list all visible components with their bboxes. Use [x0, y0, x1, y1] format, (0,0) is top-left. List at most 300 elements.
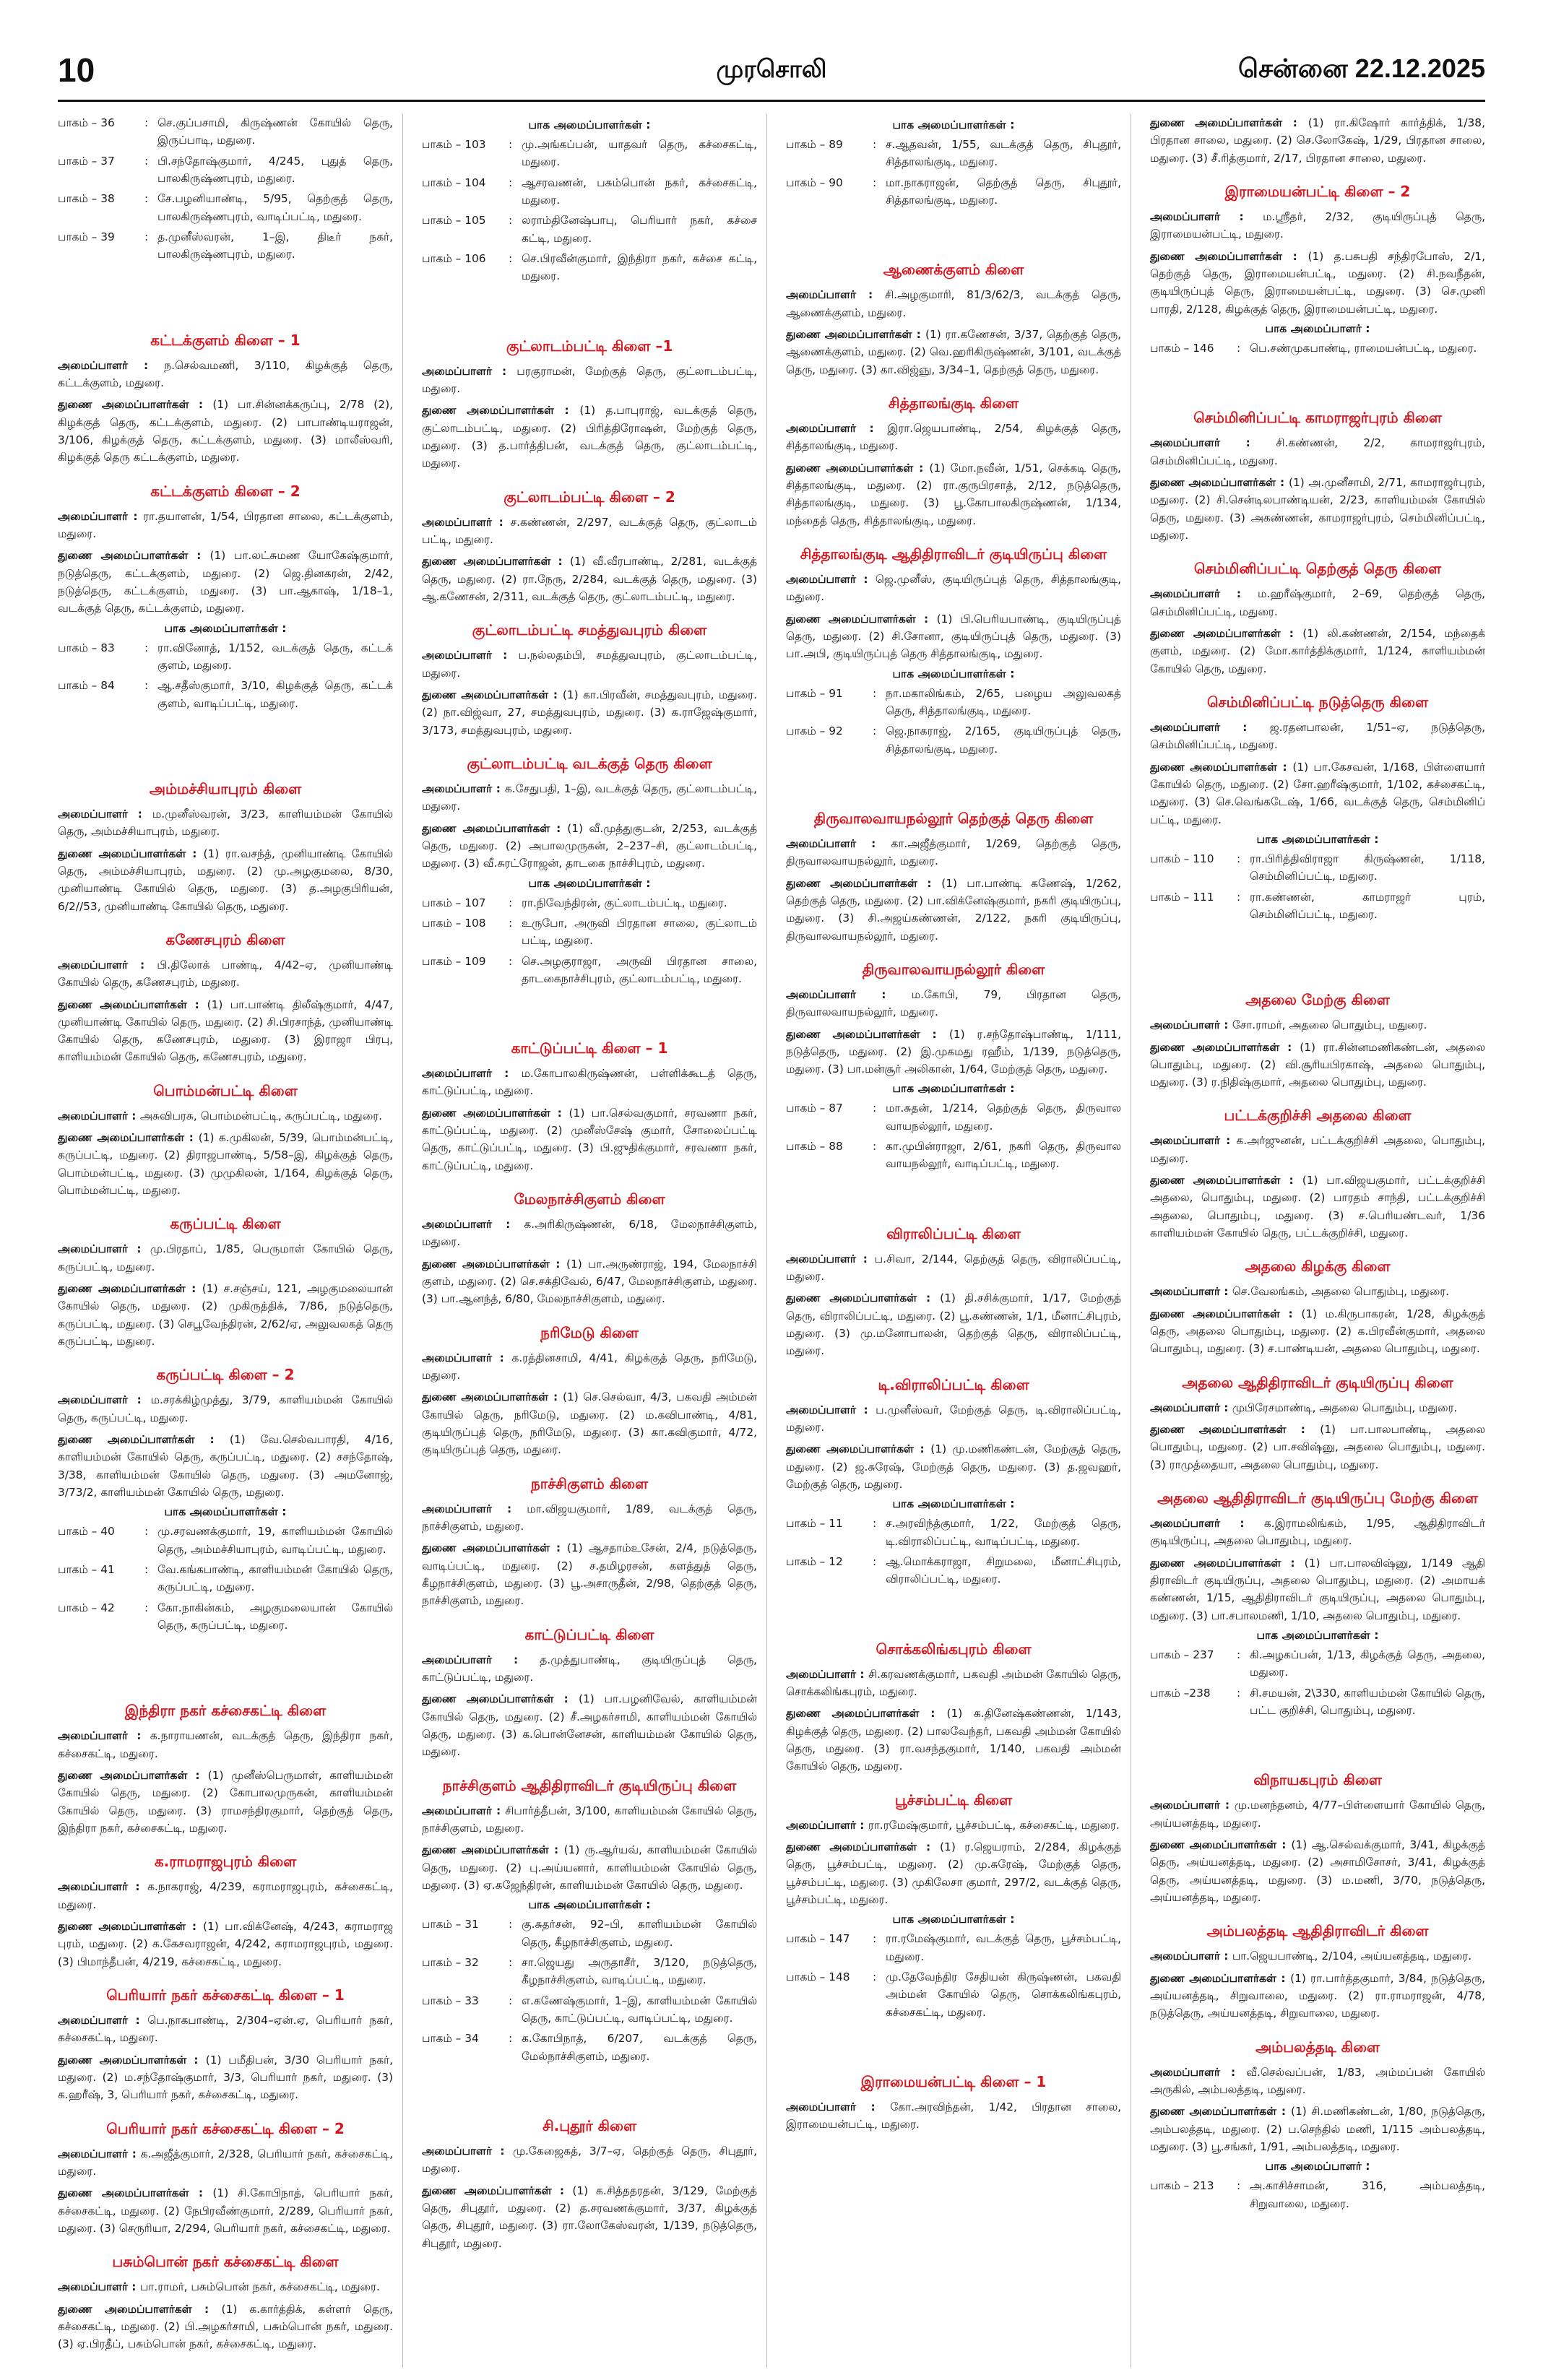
- booth-row: [58, 677, 393, 712]
- branch-block: [1150, 991, 1485, 1091]
- organizer-entry: [786, 1817, 1121, 1834]
- booth-organizer: த.முனீஸ்வரன், 1–இ, திடீர் நகர், பாலகிருஷ்ணபுரம், மதுரை.: [157, 230, 393, 261]
- organizer-text: க.அஜீத்குமார், 2/328, பெரியார் நகர், கச்சைகட்டி, மதுரை.: [58, 2147, 393, 2178]
- deputies-label: துணை அமைப்பாளர்கள் :: [1150, 249, 1308, 263]
- booth-organizer: பெ.சண்முகபாண்டி, ராமையன்பட்டி, மதுரை.: [1250, 341, 1477, 355]
- spacer: [786, 1189, 1121, 1215]
- deputies-text: (1) செ.செல்வா, 4/3, பகவதி அம்மன் கோயில் தெரு, நரிமேடு, மதுரை. (2) ம.கவிபாண்டி, 4/81, குடியிருப்புத் தெரு, நரிமேடு, மதுரை. (3) கா.கவிகுமார், 4/72, குடியிருப்புத் தெரு, மதுரை.: [422, 1390, 757, 1457]
- deputies-text: (1) க.முகிலன், 5/39, பொம்மன்பட்டி, கருப்பட்டி, மதுரை. (2) திராஜபாண்டி, 5/58–இ, கிழக்குத் தெரு, பொம்மன்பட்டி, மதுரை. (3) முமுகிலன், 1/164, கிழக்குத் தெரு, பொம்மன்பட்டி, மதுரை.: [58, 1131, 393, 1198]
- booth-organizer: சா.ஜெயது அருதாசீர், 3/120, நடுத்தெரு, கீழநாச்சிகுளம், வாடிப்பட்டி, மதுரை.: [522, 1955, 757, 1987]
- branch-block: [1150, 1489, 1485, 1719]
- organizer-label: அமைப்பாளர் :: [786, 1818, 868, 1832]
- organizer-entry: [786, 1666, 1121, 1701]
- booth-number: பாகம் – 39: [58, 230, 115, 243]
- branch-title: காட்டுப்பட்டி கிளை: [524, 1625, 654, 1643]
- organizer-text: கா.அஜீத்குமார், 1/269, தெற்குத் தெரு, திருவாலவாயநல்லூர், மதுரை.: [786, 836, 1121, 868]
- deputies-text: (1) ச.சஞ்சய், 121, அழகுமலையான் கோயில் தெரு, மதுரை. (2) முகிருத்திக், 7/86, நடுத்தெரு, கருப்பட்டி, மதுரை. (3) செபூவேந்திரன், 2/62/ஏ, அலுவலகத் தெரு கருப்பட்டி, மதுரை.: [58, 1282, 393, 1349]
- branch-title: பொம்மன்பட்டி கிளை: [153, 1081, 298, 1099]
- booth-colon: :: [144, 1563, 149, 1577]
- branch-block: [422, 1039, 757, 1174]
- organizer-label: அமைப்பாளர் :: [1150, 587, 1258, 601]
- booth-row: [58, 190, 393, 225]
- organizer-text: ம.கோபாலகிருஷ்ணன், பள்ளிக்கூடத் தெரு, காட்டுப்பட்டி, மதுரை.: [422, 1067, 757, 1098]
- booth-row: [786, 1138, 1121, 1173]
- branch-block: [1150, 1258, 1485, 1357]
- deputies-text: (1) பா.விஜயகுமார், பட்டக்குறிச்சி அதலை, பொதும்பு, மதுரை. (2) பாரதம் சாந்தி, பட்டக்குறிச்சி அதலை, பொதும்பு, மதுரை. (3) ச.பெரியண்டவர், 1/36 காளியம்மன் கோயில் தெரு, பட்டக்குறிச்சி, மதுரை.: [1150, 1174, 1485, 1240]
- booth-number: பாகம் – 108: [422, 916, 486, 930]
- deputies-label: துணை அமைப்பாளர்கள் :: [786, 1027, 949, 1041]
- deputies-label: துணை அமைப்பாளர்கள் :: [58, 398, 213, 412]
- organizer-label: அமைப்பாளர் :: [786, 1252, 875, 1265]
- branch-block: [58, 114, 393, 264]
- booth-organizer: கோ.நாகின்கம், அழகுமலையான் கோயில் தெரு, கருப்பட்டி, மதுரை.: [157, 1601, 393, 1632]
- booth-colon: :: [873, 1517, 877, 1531]
- organizer-label: அமைப்பாளர் :: [786, 836, 891, 850]
- deputies-label: துணை அமைப்பாளர்கள் :: [422, 2184, 573, 2197]
- organizer-text: இரா.ஜெயபாண்டி, 2/54, கிழக்குத் தெரு, சித்தாலங்குடி, மதுரை.: [786, 421, 1121, 453]
- branch-title: அதலை ஆதிதிராவிடர் குடியிருப்பு மேற்கு கிளை: [1157, 1489, 1478, 1507]
- organizer-label: அமைப்பாளர் :: [58, 2280, 140, 2294]
- booth-colon: :: [509, 1955, 513, 1969]
- deputies-entry: [1150, 474, 1485, 544]
- branch-title: விநாயகபுரம் கிளை: [1253, 1771, 1382, 1789]
- deputies-entry: [58, 547, 393, 617]
- branch-title: கட்டக்குளம் கிளை – 2: [150, 482, 301, 500]
- organizer-label: அமைப்பாளர் :: [58, 1242, 150, 1256]
- organizer-text: பா.ராமர், பசும்பொன் நகர், கச்சைகட்டி, மதுரை.: [139, 2280, 380, 2294]
- organizer-label: அமைப்பாளர் :: [58, 509, 143, 523]
- organizer-label: அமைப்பாளர் :: [1150, 1799, 1235, 1812]
- booth-colon: :: [509, 251, 513, 265]
- spacer: [1150, 373, 1485, 399]
- booth-number: பாகம் – 34: [422, 2032, 479, 2046]
- branch-block: [786, 1225, 1121, 1360]
- deputies-text: (1) ஆசதாம்உசேன், 2/4, நடுத்தெரு, வாடிப்பட்டி, மதுரை. (2) ச.தமிழரசன், களத்துத் தெரு, கீழநாச்சிகுளம், மதுரை. (3) பூ.அசாருதீன், 2/98, தெற்குத் தெரு, நாச்சிகுளம், மதுரை.: [422, 1541, 757, 1608]
- organizer-text: க.ரத்தினசாமி, 4/41, கிழக்குத் தெரு, நரிமேடு, மதுரை.: [422, 1351, 757, 1382]
- deputies-label: துணை அமைப்பாளர்கள் :: [422, 1541, 567, 1555]
- deputies-label: துணை அமைப்பாளர்கள் :: [786, 461, 930, 475]
- organizer-label: அமைப்பாளர் :: [422, 2144, 513, 2158]
- deputies-entry: [1150, 625, 1485, 678]
- booth-row: [422, 1954, 757, 1989]
- deputies-label: துணை அமைப்பாளர்கள் :: [786, 1442, 931, 1456]
- organizer-label: அமைப்பாளர் :: [422, 1351, 512, 1364]
- organizer-label: அமைப்பாளர் :: [58, 1393, 151, 1407]
- organizer-text: ப.நல்லதம்பி, சமத்துவபுரம், குட்லாடம்பட்டி, மதுரை.: [422, 649, 757, 680]
- deputies-text: (1) சி.மணிகண்டன், 1/80, நடுத்தெரு, அம்பலத்தடி, மதுரை. (2) ப.செந்தில் மணி, 1/115 அம்பலத்தடி, மதுரை. (3) பூ.சங்கர், 1/91, அம்பலத்தடி, மதுரை.: [1150, 2105, 1485, 2153]
- organizer-label: அமைப்பாளர் :: [1150, 1285, 1232, 1299]
- booth-row: [786, 136, 1121, 171]
- branch-block: [58, 780, 393, 915]
- organizer-entry: [422, 1216, 757, 1251]
- deputies-label: துணை அமைப்பாளர்கள் :: [1150, 626, 1303, 640]
- column-3: [786, 114, 1131, 2368]
- branch-block: [58, 1366, 393, 1634]
- booth-row: [58, 639, 393, 675]
- deputies-text: (1) க.தினேஷ்கண்ணன், 1/143, கிழக்குத் தெரு, மதுரை. (2) பாலவேந்தர், பகவதி அம்மன் கோயில் தெரு, மதுரை. (3) ரா.வசந்தகுமார், 1/140, பகவதி அம்மன் கோயில் தெரு, மதுரை.: [786, 1707, 1121, 1773]
- organizer-text: ரா.தயாளன், 1/54, பிரதான சாலை, கட்டக்குளம், மதுரை.: [58, 509, 393, 540]
- organizer-entry: [1150, 1399, 1485, 1416]
- organizer-label: அமைப்பாளர் :: [1150, 1401, 1232, 1414]
- deputies-label: துணை அமைப்பாளர்கள் :: [786, 327, 925, 341]
- deputies-entry: [786, 1838, 1121, 1908]
- deputies-entry: [58, 2301, 393, 2353]
- spacer: [786, 774, 1121, 800]
- deputies-text: (1) பா.பாலபாண்டி, அதலை பொதும்பு, மதுரை. (2) பா.சவிஷ்னு, அதலை பொதும்பு, மதுரை. (3) ராமுத்தையா, அதலை பொதும்பு, மதுரை.: [1150, 1423, 1485, 1471]
- organizer-text: பா.ஜெயபாண்டி, 2/104, அய்யனத்தடி, மதுரை.: [1232, 1950, 1472, 1963]
- booth-row: [422, 1992, 757, 2028]
- organizer-text: ரா.ரமேஷ்குமார், பூச்சம்பட்டி, கச்சைகட்டி, மதுரை.: [868, 1818, 1120, 1832]
- organizer-entry: [422, 1065, 757, 1100]
- deputies-entry: [422, 1104, 757, 1174]
- deputies-entry: [58, 996, 393, 1066]
- booth-organizer: ரா.பிரித்திவிராஜா கிருஷ்ணன், 1/118, செம்மினிப்பட்டி, மதுரை.: [1250, 852, 1485, 883]
- booth-number: பாகம் – 107: [422, 896, 486, 909]
- branch-block: [58, 1082, 393, 1200]
- organizer-entry: [58, 357, 393, 392]
- branch-title: பூச்சம்பட்டி கிளை: [894, 1791, 1013, 1809]
- organizer-text: ம.சரக்கிழ்முத்து, 3/79, காளியம்மன் கோயில் தெரு, கருப்பட்டி, மதுரை.: [58, 1393, 393, 1424]
- branch-block: [1150, 1374, 1485, 1474]
- booth-organizer: ஆசரவணன், பசும்பொன் நகர், கச்சைகட்டி, மதுரை.: [522, 176, 757, 207]
- organizer-entry: [786, 986, 1121, 1021]
- branch-block: [422, 2117, 757, 2252]
- spacer: [58, 1650, 393, 1692]
- booth-organizer: செ.குப்பசாமி, கிருஷ்ணன் கோயில் தெரு, இருப்பாடி, மதுரை.: [157, 116, 393, 147]
- branch-block: [1150, 409, 1485, 544]
- booth-organizer: கி.அழகப்பன், 1/13, கிழக்குத் தெரு, அதலை, மதுரை.: [1250, 1648, 1485, 1679]
- booth-number: பாகம் – 88: [786, 1140, 843, 1154]
- booth-organizer: லராம்தினேஷ்பாபு, பெரியார் நகர், கச்சை கட்டி, மதுரை.: [522, 214, 757, 245]
- branch-block: [1150, 183, 1485, 357]
- booth-organizers-heading: பாக அமைப்பாளர் :: [1265, 321, 1370, 335]
- booth-row: [786, 174, 1121, 209]
- booth-colon: :: [144, 1525, 149, 1539]
- deputies-entry: [422, 402, 757, 472]
- organizer-entry: [422, 2142, 757, 2178]
- deputies-text: (1) ரா.வசந்த், முனியாண்டி கோயில் தெரு, அம்மச்சியாபுரம், மதுரை. (2) மு.அழகுமலை, 8/30, முனியாண்டி கோயில் தெரு, மதுரை. (3) த.அழகுபிரியன், 6/2//53, முனியாண்டி கோயில் தெரு, மதுரை.: [58, 847, 393, 913]
- deputies-entry: [422, 1388, 757, 1458]
- branch-title: நரிமேடு கிளை: [540, 1323, 639, 1341]
- branch-title: திருவாலவாயநல்லூர் தெற்குத் தெரு கிளை: [813, 809, 1094, 827]
- booth-organizers-heading: பாக அமைப்பாளர்கள் :: [892, 1082, 1015, 1096]
- organizer-text: ச.கண்ணன், 2/297, வடக்குத் தெரு, குட்லாடம் பட்டி, மதுரை.: [422, 515, 757, 546]
- booth-colon: :: [144, 192, 149, 206]
- booth-number: பாகம் – 37: [58, 154, 115, 168]
- booth-organizer: சி.சமயன், 2\330, காளியம்மன் கோயில் தெரு, பட்ட குறிச்சி, பொதும்பு, மதுரை.: [1250, 1686, 1485, 1718]
- deputies-entry: [786, 610, 1121, 663]
- booth-row: [58, 114, 393, 150]
- branch-title: அம்பலத்தடி ஆதிதிராவிடர் கிளை: [1206, 1922, 1429, 1940]
- branch-block: [786, 961, 1121, 1173]
- booth-organizers-heading: பாக அமைப்பாளர்கள் :: [164, 621, 287, 635]
- organizer-entry: [58, 1391, 393, 1427]
- branch-title: சித்தாலங்குடி கிளை: [888, 394, 1019, 412]
- organizer-entry: [58, 1240, 393, 1276]
- booth-colon: :: [873, 686, 877, 700]
- booth-number: பாகம் – 146: [1150, 341, 1214, 355]
- deputies-entry: [1150, 1421, 1485, 1474]
- booth-number: பாகம் – 12: [786, 1555, 843, 1569]
- branch-title: செம்மினிப்பட்டி காமராஜர்புரம் கிளை: [1193, 409, 1442, 427]
- spacer: [786, 1604, 1121, 1630]
- spacer: [58, 280, 393, 321]
- booth-row: [786, 685, 1121, 720]
- branch-title: டி.விராலிப்பட்டி கிளை: [878, 1375, 1029, 1393]
- booth-row: [1150, 339, 1485, 357]
- organizer-entry: [58, 2012, 393, 2047]
- branch-block: [786, 2073, 1121, 2134]
- organizer-text: சி.அழகுமாரி, 81/3/62/3, வடக்குத் தெரு, ஆணைக்குளம், மதுரை.: [786, 288, 1121, 319]
- booth-number: பாகம் – 106: [422, 251, 486, 265]
- organizer-label: அமைப்பாளர் :: [1150, 1517, 1264, 1531]
- branch-title: பெரியார் நகர் கச்சைகட்டி கிளை – 1: [106, 1986, 345, 2004]
- branch-title: அதலை ஆதிதிராவிடர் குடியிருப்பு கிளை: [1182, 1373, 1453, 1391]
- booth-organizers-heading: பாக அமைப்பாளர்கள் :: [892, 1913, 1015, 1926]
- booth-organizer: ரா.ரமேஷ்குமார், வடக்குத் தெரு, பூச்சம்பட்டி, மதுரை.: [886, 1932, 1121, 1963]
- organizer-entry: [1150, 1947, 1485, 1965]
- branch-block: [1150, 1922, 1485, 2022]
- deputies-text: (1) ஆ.செல்வக்குமார், 3/41, கிழக்குத் தெரு, அய்யனத்தடி, மதுரை. (2) அசாமிசோசர், 3/41, கிழக்குத் தெரு, அய்யனத்தடி, மதுரை. (3) ம.மணி, 3/70, நடுத்தெரு, அய்யனத்தடி, மதுரை.: [1150, 1838, 1485, 1904]
- booth-organizer: கு.சுதர்சன், 92–பி, காளியம்மன் கோயில் தெரு, கீழநாச்சிகுளம், மதுரை.: [522, 1918, 757, 1949]
- organizer-label: அமைப்பாளர் :: [786, 572, 876, 586]
- deputies-label: துணை அமைப்பாளர்கள் :: [786, 612, 937, 626]
- booth-organizers-heading: பாக அமைப்பாளர்கள் :: [892, 1497, 1015, 1511]
- column-1: [58, 114, 403, 2368]
- deputies-label: துணை அமைப்பாளர்கள் :: [58, 1131, 199, 1145]
- organizer-text: ப.சிவா, 2/144, தெற்குத் தெரு, விராலிப்பட்டி, மதுரை.: [786, 1252, 1121, 1284]
- deputies-entry: [58, 396, 393, 466]
- booth-organizer: ரா.வினோத், 1/152, வடக்குத் தெரு, கட்டக் குளம், மதுரை.: [157, 641, 393, 672]
- booth-number: பாகம் – 41: [58, 1563, 115, 1577]
- booth-organizer: நா.மகாலிங்கம், 2/65, பழைய அலுவலகத் தெரு, சித்தாலங்குடி, மதுரை.: [886, 686, 1121, 717]
- deputies-entry: [1150, 1554, 1485, 1624]
- organizer-text: முபிரேசமாண்டி, அதலை பொதும்பு, மதுரை.: [1232, 1401, 1458, 1414]
- organizer-text: அசுவிபரசு, பொம்மன்பட்டி, கருப்பட்டி, மதுரை.: [139, 1109, 383, 1122]
- deputies-text: (1) த.பசுபதி சந்திரபோஸ், 2/1, தெற்குத் தெரு, இராமையன்பட்டி, மதுரை. (2) சி.நவநீதன், குடியிருப்புத் தெரு, இராமையன்பட்டி, மதுரை. (3) செ.முனி பாரதி, 2/128, கிழக்குத் தெரு, இராமையன்பட்டி, மதுரை.: [1150, 249, 1485, 316]
- deputies-text: (1) ரா.கிஷோர் கார்த்திக், 1/38, பிரதான சாலை, மதுரை. (2) செ.லோகேஷ், 1/29, பிரதான சாலை, மதுரை. (3) சீ.ரித்குமார், 2/17, பிரதான சாலை, மதுரை.: [1150, 116, 1485, 165]
- branch-title: நாச்சிகுளம் கிளை: [530, 1474, 649, 1492]
- deputies-text: (1) க.சித்ததரதன், 3/129, மேற்குத் தெரு, சிபுதூர், மதுரை. (2) த.சரவணக்குமார், 3/37, கிழக்குத் தெரு, சிபுதூர், மதுரை. (3) ரா.லோகேஸ்வரன், 1/139, நடுத்தெரு, சிபுதூர், மதுரை.: [422, 2184, 758, 2250]
- branch-block: [422, 1626, 757, 1761]
- booth-colon: :: [873, 1140, 877, 1154]
- spacer: [58, 728, 393, 770]
- booth-organizer: ஆ.சதீஸ்குமார், 3/10, கிழக்குத் தெரு, கட்டக் குளம், வாடிப்பட்டி, மதுரை.: [157, 679, 393, 710]
- booth-colon: :: [509, 896, 513, 909]
- deputies-text: (1) வே.செல்வபாரதி, 4/16, காளியம்மன் கோயில் தெரு, கருப்பட்டி, மதுரை. (2) சசந்தோஷ், 3/38, காளியம்மன் கோயில் தெரு, மதுரை. (3) அமனோஜ், 3/73/2, காளியம்மன் கோயில் தெரு, மதுரை.: [58, 1433, 393, 1500]
- deputies-text: (1) பா.விக்னேஷ், 4/243, கராமராஜ புரம், மதுரை. (2) க.கேசவராஜன், 4/242, கராமராஜபுரம், மதுரை. (3) பிமாந்தீபன், 4/219, கச்சைகட்டி, மதுரை.: [58, 1919, 393, 1968]
- booth-number: பாகம் – 104: [422, 176, 486, 189]
- branch-title: மேலநாச்சிகுளம் கிளை: [514, 1190, 665, 1208]
- booth-row: [58, 152, 393, 188]
- booth-colon: :: [1237, 1686, 1241, 1700]
- organizer-label: அமைப்பாளர் :: [422, 515, 511, 529]
- deputies-entry: [786, 459, 1121, 529]
- deputies-entry: [58, 1431, 393, 1501]
- deputies-entry: [422, 553, 757, 605]
- organizer-text: க.நாராயணன், வடக்குத் தெரு, இந்திரா நகர், கச்சைகட்டி, மதுரை.: [58, 1729, 393, 1760]
- booth-colon: :: [873, 1932, 877, 1946]
- branch-title: கட்டக்குளம் கிளை – 1: [150, 331, 301, 349]
- deputies-text: (1) பா.பழனிவேல், காளியம்மன் கோயில் தெரு, மதுரை. (2) சீ.அழகர்சாமி, காளியம்மன் கோயில் தெரு, மதுரை. (3) க.பொன்னேசன், காளியம்மன் கோயில் தெரு, மதுரை.: [422, 1692, 757, 1759]
- booth-row: [1150, 2177, 1485, 2212]
- organizer-entry: [422, 1500, 757, 1536]
- organizer-entry: [422, 514, 757, 549]
- edition-date: சென்னை 22.12.2025: [1237, 53, 1485, 83]
- organizer-entry: [422, 1802, 757, 1838]
- spacer: [422, 301, 757, 327]
- booth-row: [58, 228, 393, 264]
- deputies-text: (1) தி.சசிக்குமார், 1/17, மேற்குத் தெரு, விராலிப்பட்டி, மதுரை. (2) பூ.கண்ணன், 1/1, மீனாட்சிபுரம், மதுரை. (3) மு.மனோபாலன், தெற்குத் தெரு, விராலிப்பட்டி, மதுரை.: [786, 1291, 1121, 1358]
- branch-block: [786, 118, 1121, 209]
- organizer-label: அமைப்பாளர் :: [786, 987, 912, 1001]
- deputies-label: துணை அமைப்பாளர்கள் :: [58, 2186, 213, 2200]
- booth-organizer: மு.அங்கப்பன், யாதவர் தெரு, கச்சைகட்டி, மதுரை.: [522, 138, 757, 169]
- booth-colon: :: [144, 679, 149, 693]
- organizer-entry: [786, 2098, 1121, 2134]
- booth-organizer: செ.அழகுராஜா, அருவி பிரதான சாலை, தாடகைநாச்சிபுரம், குட்லாடம்பட்டி, மதுரை.: [522, 954, 757, 985]
- deputies-entry: [58, 1918, 393, 1970]
- deputies-label: துணை அமைப்பாளர்கள் :: [58, 998, 207, 1011]
- booth-organizers-heading: பாக அமைப்பாளர்கள் :: [892, 667, 1015, 680]
- deputies-entry: [1150, 1305, 1485, 1358]
- deputies-text: (1) லி.கண்ணன், 2/154, மந்தைக் குளம், மதுரை. (2) மோ.கார்த்திக்குமார், 1/124, காளியம்மன் கோயில் தெரு, மதுரை.: [1150, 626, 1485, 675]
- deputies-label: துணை அமைப்பாளர்கள் :: [1150, 1971, 1291, 1985]
- organizer-text: மு.கேஜைகத், 3/7–ஏ, தெற்குத் தெரு, சிபுதூர், மதுரை.: [422, 2144, 757, 2176]
- booth-number: பாகம் – 90: [786, 176, 843, 189]
- deputies-entry: [786, 1705, 1121, 1775]
- organizer-label: அமைப்பாளர் :: [58, 2013, 148, 2027]
- deputies-label: துணை அமைப்பாளர்கள் :: [1150, 1307, 1302, 1320]
- branch-block: [58, 332, 393, 467]
- organizer-text: ம.கோபி, 79, பிரதான தெரு, திருவாலவாயநல்லூர், மதுரை.: [786, 987, 1121, 1019]
- branch-title: அதலை மேற்கு கிளை: [1245, 991, 1390, 1009]
- deputies-entry: [58, 845, 393, 915]
- deputies-label: துணை அமைப்பாளர்கள் :: [58, 1282, 202, 1296]
- deputies-label: துணை அமைப்பாளர்கள் :: [422, 688, 563, 701]
- organizer-entry: [1150, 585, 1485, 620]
- deputies-entry: [1150, 758, 1485, 828]
- organizer-entry: [58, 805, 393, 841]
- organizer-text: சி.கரவணக்குமார், பகவதி அம்மன் கோயில் தெரு, சொக்கலிங்கபுரம், மதுரை.: [786, 1667, 1121, 1699]
- organizer-text: ம.ஸ்ரீதர், 2/32, குடியிருப்புத் தெரு, இராமையன்பட்டி, மதுரை.: [1150, 209, 1485, 241]
- booth-colon: :: [144, 230, 149, 243]
- booth-row: [786, 1968, 1121, 2021]
- booth-colon: :: [1237, 890, 1241, 904]
- organizer-label: அமைப்பாளர் :: [1150, 2065, 1247, 2079]
- booth-row: [422, 250, 757, 285]
- spacer: [422, 2081, 757, 2107]
- booth-organizer: ஜெ.நாகராஜ், 2/165, குடியிருப்புத் தெரு, சித்தாலங்குடி, மதுரை.: [886, 724, 1121, 756]
- deputies-label: துணை அமைப்பாளர்கள் :: [58, 1769, 208, 1783]
- booth-colon: :: [509, 916, 513, 930]
- deputies-entry: [1150, 114, 1485, 167]
- deputies-label: துணை அமைப்பாளர்கள் :: [1150, 1423, 1321, 1437]
- booth-organizer: மு.தேவேந்திர சேதியன் கிருஷ்ணன், பகவதி அம்மன் கோயில் தெரு, சொக்கலிங்கபுரம், கச்சைகட்டி, மதுரை.: [886, 1970, 1121, 2019]
- spacer: [786, 225, 1121, 251]
- booth-colon: :: [144, 116, 149, 129]
- branch-title: க.ராமராஜபுரம் கிளை: [154, 1853, 297, 1871]
- deputies-entry: [58, 2184, 393, 2237]
- booth-number: பாகம் – 11: [786, 1517, 843, 1531]
- branch-block: [58, 1215, 393, 1350]
- branch-title: இராமையன்பட்டி கிளை – 2: [1224, 182, 1411, 200]
- organizer-text: க.இராமலிங்கம், 1/95, ஆதிதிராவிடர் குடியிருப்பு, அதலை பொதும்பு, மதுரை.: [1150, 1517, 1485, 1548]
- deputies-entry: [786, 1026, 1121, 1078]
- deputies-label: துணை அமைப்பாளர்கள் :: [422, 821, 568, 835]
- deputies-label: துணை அமைப்பாளர்கள் :: [1150, 1838, 1292, 1852]
- branch-block: [422, 1475, 757, 1610]
- organizer-text: பரகுராமன், மேற்குத் தெரு, குட்லாடம்பட்டி, மதுரை.: [422, 364, 757, 395]
- booth-organizer: ரா.நிவேந்திரன், குட்லாடம்பட்டி, மதுரை.: [522, 896, 727, 909]
- deputies-entry: [422, 820, 757, 873]
- booth-organizers-heading: பாக அமைப்பாளர்கள் :: [1256, 832, 1379, 846]
- organizer-label: அமைப்பாளர் :: [1150, 720, 1270, 734]
- organizer-label: அமைப்பாளர் :: [422, 1502, 527, 1515]
- organizer-label: அமைப்பாளர் :: [58, 958, 157, 972]
- deputies-entry: [786, 875, 1121, 945]
- booth-colon: :: [873, 138, 877, 151]
- booth-organizers-heading: பாக அமைப்பாளர்கள் :: [164, 1505, 287, 1519]
- booth-row: [1150, 888, 1485, 924]
- deputies-text: (1) பா.அருண்ராஜ், 194, மேலநாச்சி குளம், மதுரை. (2) செ.சக்திவேல், 6/47, மேலநாச்சிகுளம், மதுரை. (3) பா.ஆனந்த், 6/80, மேலநாச்சிகுளம், மதுரை.: [422, 1257, 757, 1306]
- organizer-text: மு.மனந்தனம், 4/77–பிள்ளையார் கோயில் தெரு, அய்யனத்தடி, மதுரை.: [1150, 1799, 1485, 1830]
- organizer-text: க.அர்ஜுனன், பட்டக்குறிச்சி அதலை, பொதும்பு, மதுரை.: [1150, 1134, 1485, 1165]
- organizer-entry: [1150, 2064, 1485, 2099]
- booth-organizer: க.கோபிநாத், 6/207, வடக்குத் தெரு, மேல்நாச்சிகுளம், மதுரை.: [522, 2032, 757, 2063]
- booth-number: பாகம் – 91: [786, 686, 843, 700]
- booth-organizer: எ.கணேஷ்குமார், 1–இ, காளியம்மன் கோயில் தெரு, காட்டுப்பட்டி, வாடிப்பட்டி, மதுரை.: [522, 1994, 757, 2025]
- organizer-text: கோ.அரவிந்தன், 1/42, பிரதான சாலை, இராமையன்பட்டி, மதுரை.: [786, 2100, 1121, 2132]
- deputies-label: துணை அமைப்பாளர்கள் :: [786, 876, 942, 890]
- organizer-text: ஜ.ரதனபாலன், 1/51–ஏ, நடுத்தெரு, செம்மினிப்பட்டி, மதுரை.: [1150, 720, 1485, 752]
- booth-number: பாகம் – 42: [58, 1601, 115, 1614]
- branch-title: குட்லாடம்பட்டி கிளை –1: [506, 337, 673, 355]
- booth-organizers-heading: பாக அமைப்பாளர்கள் :: [528, 1898, 651, 1912]
- booth-number: பாகம் – 109: [422, 954, 486, 968]
- deputies-entry: [422, 1841, 757, 1894]
- branch-title: காட்டுப்பட்டி கிளை – 1: [511, 1039, 668, 1057]
- booth-row: [422, 894, 757, 912]
- branch-block: [786, 394, 1121, 529]
- organizer-entry: [786, 286, 1121, 321]
- organizer-label: அமைப்பாளர் :: [786, 421, 888, 435]
- deputies-label: துணை அமைப்பாளர்கள் :: [422, 1692, 579, 1706]
- branch-title: அம்பலத்தடி கிளை: [1255, 2038, 1380, 2056]
- booth-colon: :: [509, 1994, 513, 2007]
- booth-organizer: ச.ஆதவன், 1/55, வடக்குத் தெரு, சிபுதூர், சித்தாலங்குடி, மதுரை.: [886, 138, 1121, 169]
- organizer-label: அமைப்பாளர் :: [422, 649, 519, 662]
- booth-organizers-heading: பாக அமைப்பாளர் :: [1265, 2160, 1370, 2173]
- deputies-label: துணை அமைப்பாளர்கள் :: [58, 549, 210, 563]
- booth-organizer: ஆ.மொக்கராஜா, சிறுமலை, மீனாட்சிபுரம், விராலிப்பட்டி, மதுரை.: [886, 1555, 1121, 1586]
- booth-colon: :: [1237, 341, 1241, 355]
- booth-row: [422, 953, 757, 988]
- deputies-entry: [1150, 1039, 1485, 1091]
- booth-organizers-heading: பாக அமைப்பாளர்கள் :: [892, 118, 1015, 131]
- deputies-text: (1) பா.சின்னக்கருப்பு, 2/78 (2), கிழக்குத் தெரு, கட்டக்குளம், மதுரை. (2) பாபாண்டியராஜன், 3/106, கிழக்குத் தெரு, கட்டக்குளம், மதுரை. (3) மாலீஸ்வரி, கிழக்குத் தெரு கட்டக்குளம், மதுரை.: [58, 398, 393, 464]
- organizer-label: அமைப்பாளர் :: [1150, 209, 1263, 223]
- booth-number: பாகம் – 40: [58, 1525, 115, 1539]
- booth-row: [786, 1099, 1121, 1135]
- organizer-entry: [1150, 208, 1485, 243]
- branch-block: [58, 483, 393, 712]
- organizer-label: அமைப்பாளர் :: [422, 1218, 524, 1232]
- branch-title: சி.புதூர் கிளை: [543, 2116, 636, 2134]
- organizer-label: அமைப்பாளர் :: [786, 288, 886, 302]
- branch-block: [58, 2120, 393, 2238]
- booth-number: பாகம் – 103: [422, 138, 486, 151]
